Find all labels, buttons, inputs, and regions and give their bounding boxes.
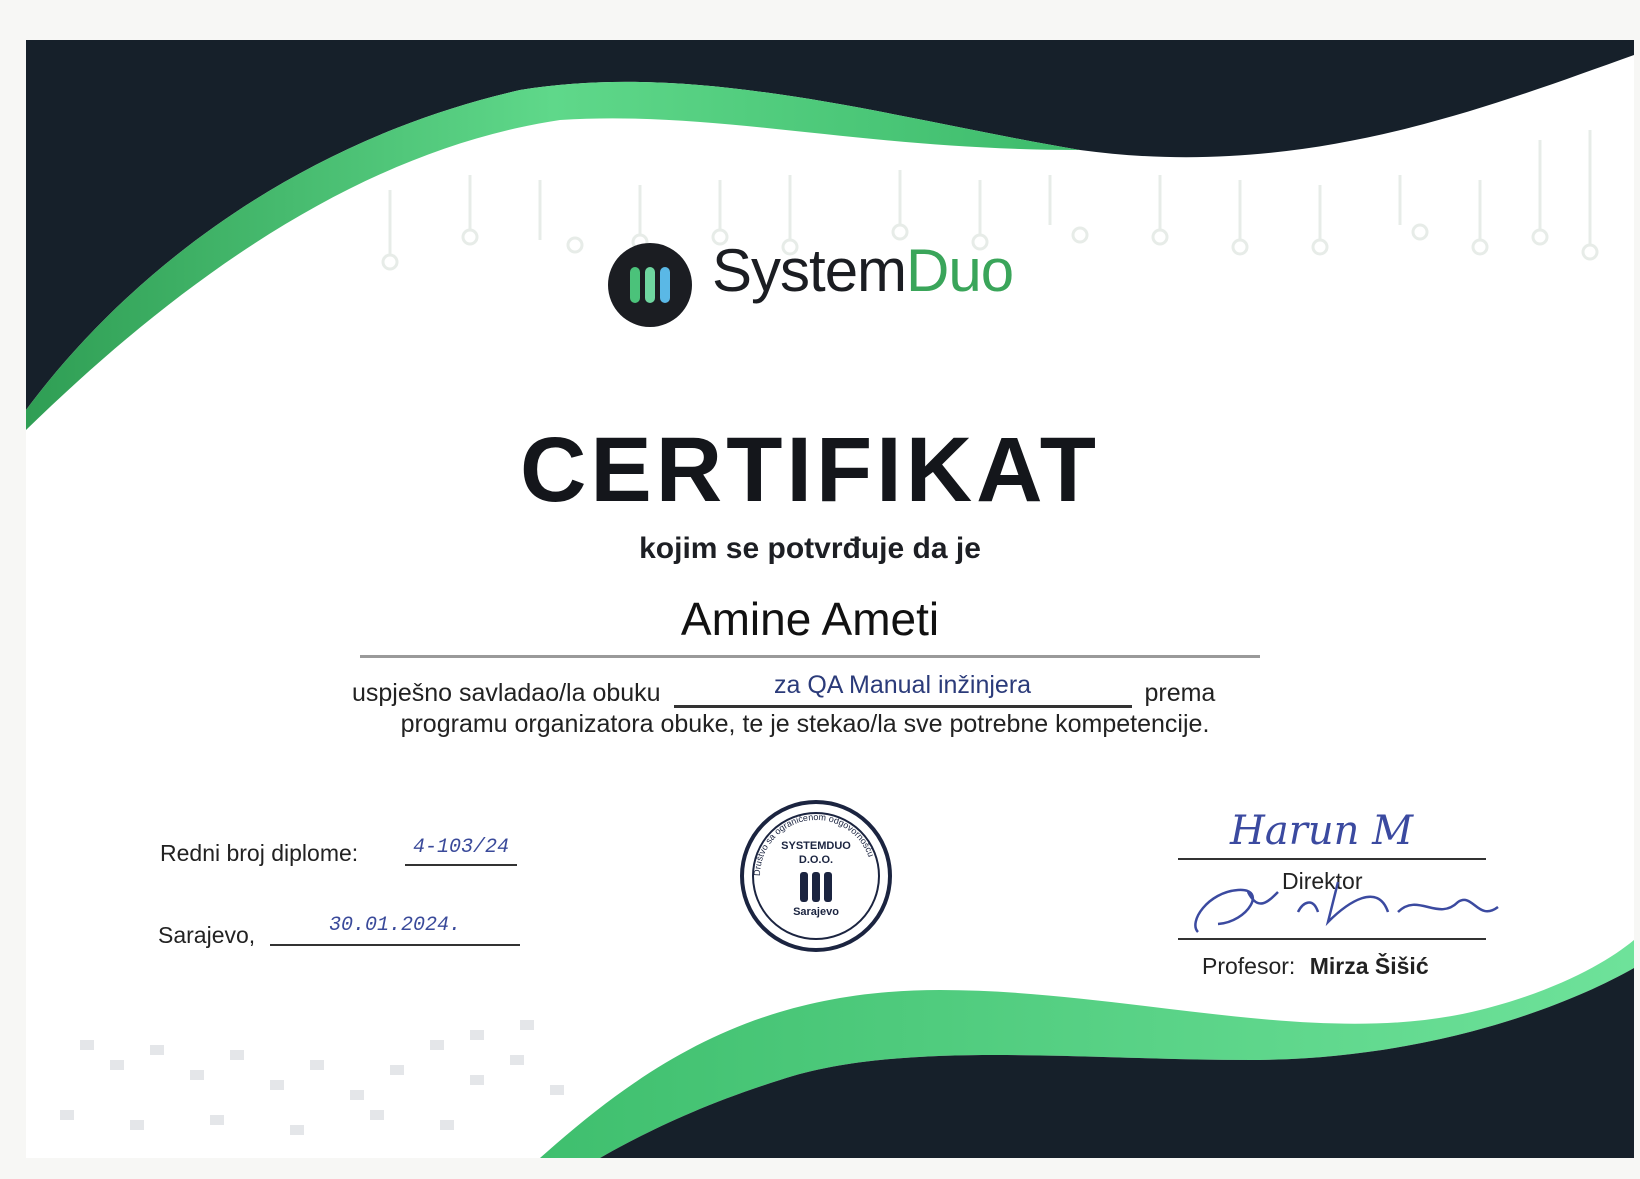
systemduo-logo-icon — [606, 241, 694, 329]
svg-text:Društvo sa ograničenom odgovor: Društvo sa ograničenom odgovornošću — [751, 811, 877, 877]
director-signature: Harun M — [1230, 808, 1414, 854]
professor-name: Mirza Šišić — [1309, 953, 1429, 979]
certificate-subtitle: kojim se potvrđuje da je — [639, 532, 981, 565]
brand-name — [712, 236, 1013, 305]
body-prefix: uspješno savladao/la obuku — [352, 679, 661, 707]
stamp-company: SYSTEMDUO — [781, 840, 851, 852]
professor-signature — [1178, 862, 1518, 942]
certificate-title: CERTIFIKAT — [519, 419, 1100, 521]
recipient-underline — [360, 655, 1260, 658]
body-line-1 — [352, 671, 1216, 708]
professor-line — [1202, 953, 1429, 980]
date-value: 30.01.2024. — [328, 914, 462, 937]
stamp-type: D.O.O. — [798, 854, 834, 866]
stamp-logo-icon — [796, 870, 836, 904]
professor-signature-line — [1178, 938, 1486, 940]
course-blank — [674, 671, 1132, 708]
company-stamp — [740, 800, 892, 952]
date-field — [270, 914, 520, 946]
diploma-number: 4-103/24 — [412, 836, 509, 859]
recipient-name: Amine Ameti — [680, 593, 940, 645]
brand-name-part2: Duo — [906, 237, 1014, 304]
director-signature-line — [1178, 858, 1486, 860]
place-label: Sarajevo, — [158, 922, 256, 948]
body-suffix: prema — [1144, 679, 1216, 707]
diploma-number-field — [405, 836, 517, 866]
director-role: Direktor — [1282, 868, 1363, 894]
diploma-number-label: Redni broj diplome: — [160, 840, 359, 866]
course-name: za QA Manual inžinjera — [773, 671, 1032, 699]
body-line-2: programu organizatora obuke, te je stekao/la sve potrebne kompetencije. — [400, 710, 1210, 738]
brand-name-part1: System — [712, 237, 907, 304]
professor-label: Profesor: — [1202, 953, 1296, 979]
stamp-city: Sarajevo — [793, 906, 839, 918]
